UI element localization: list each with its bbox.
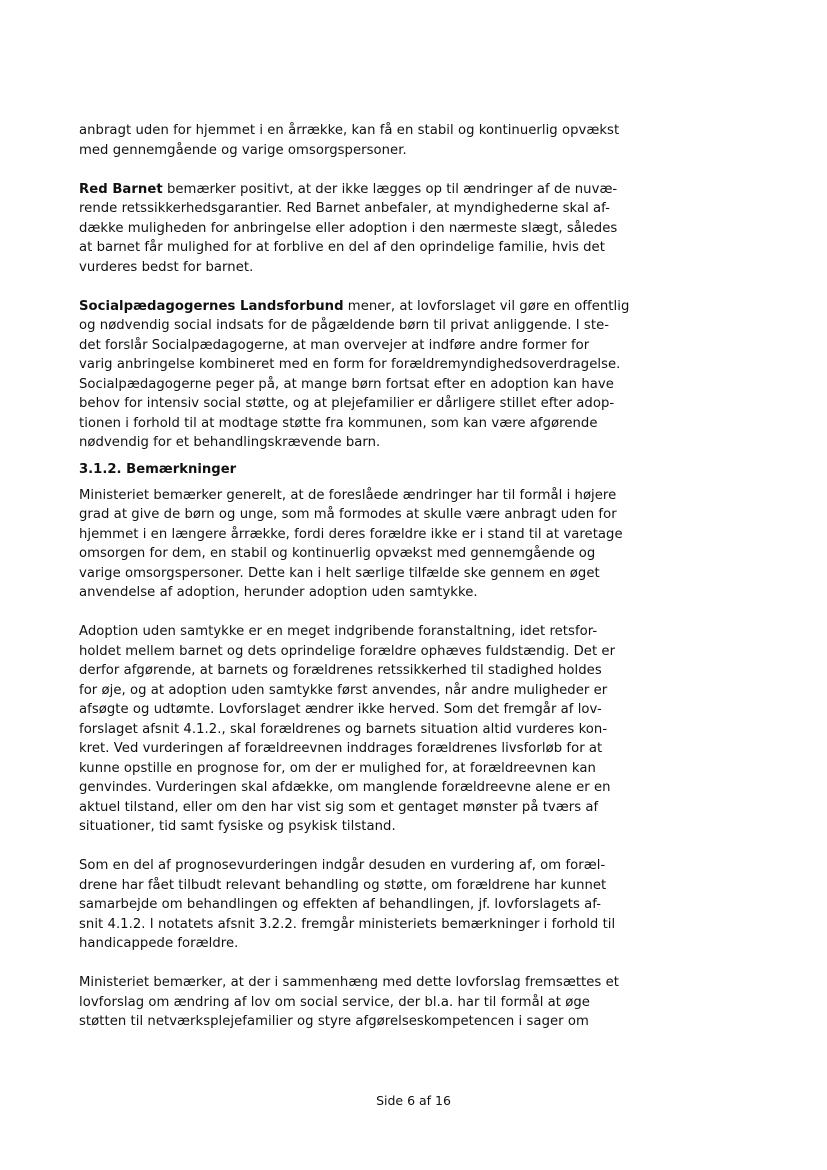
text-line: forslaget afsnit 4.1.2., skal forældrenes og barnets situation altid vurderes kon- [79, 721, 608, 737]
paragraph-red-barnet [79, 180, 618, 278]
text-line: holdet mellem barnet og dets oprindelige forældre ophæves fuldstændig. Det er [79, 643, 616, 659]
text-fragment: mener, at lovforslaget vil gøre en offentlig [343, 298, 630, 314]
text-line: omsorgen for dem, en stabil og kontinuerlig opvækst med gennemgående og [79, 546, 596, 561]
text-line: samarbejde om behandlingen og effekten af behandlingen, jf. lovforslagets af- [79, 897, 602, 912]
text-line: lovforslag om ændring af lov om social service, der bl.a. har til formål at øge [79, 994, 590, 1010]
page-body [79, 121, 630, 1032]
page-number: Side 6 af 16 [376, 1093, 451, 1108]
text-line: snit 4.1.2. I notatets afsnit 3.2.2. fremgår ministeriets bemærkninger i forhold til [79, 916, 616, 932]
text-line: det forslår Socialpædagogerne, at man overvejer at indføre andre former for [79, 337, 590, 353]
paragraph-ministeriet-generelt [79, 486, 623, 603]
paragraph-adoption-uden-samtykke [79, 622, 616, 837]
text-line [79, 297, 630, 317]
text-line [79, 180, 618, 200]
text-line: kunne opstille en prognose for, om der er mulighed for, at forældreevnen kan [79, 760, 596, 776]
text-line: grad at give de børn og unge, som må formodes at skulle være anbragt uden for [79, 507, 617, 522]
text-line: behov for intensiv social støtte, og at plejefamilier er dårligere stillet efter adop- [79, 396, 615, 411]
text-line: støtten til netværksplejefamilier og styre afgørelseskompetencen i sager om [79, 1014, 589, 1029]
text-fragment: bemærker positivt, at der ikke lægges op til ændringer af de nuvæ- [162, 181, 618, 197]
text-line: situationer, tid samt fysiske og psykisk tilstand. [79, 819, 396, 834]
text-line: Socialpædagogerne peger på, at mange børn fortsat efter en adoption kan have [79, 376, 614, 392]
text-line: anvendelse af adoption, herunder adoption uden samtykke. [79, 585, 478, 600]
paragraph-socialpaedagogerne [79, 297, 630, 453]
text-line: Som en del af prognosevurderingen indgår desuden en vurdering af, om foræl- [79, 858, 606, 873]
text-line: hjemmet i en længere årrække, fordi deres forældre ikke er i stand til at varetage [79, 526, 623, 542]
text-line: kret. Ved vurderingen af forældreevnen inddrages forældrenes livsforløb for at [79, 741, 603, 756]
text-line: varig anbringelse kombineret med en form for forældremyndighedsoverdragelse. [79, 357, 621, 372]
text-line: og nødvendig social indsats for de pågældende børn til privat anliggende. I ste- [79, 318, 610, 333]
section-heading: 3.1.2. Bemærkninger [79, 462, 237, 477]
text-line: nødvendig for et behandlingskrævende barn. [79, 435, 381, 450]
text-line: drene har fået tilbudt relevant behandling og støtte, om forældrene har kunnet [79, 877, 607, 893]
text-line: aktuel tilstand, eller om den har vist sig som et gentaget mønster på tværs af [79, 799, 599, 815]
paragraph-prognosevurdering [79, 856, 616, 954]
organization-name: Socialpædagogernes Landsforbund [79, 298, 344, 314]
text-line: med gennemgående og varige omsorgspersoner. [79, 142, 407, 158]
text-line: Adoption uden samtykke er en meget indgribende foranstaltning, idet retsfor- [79, 624, 598, 639]
text-line: varige omsorgspersoner. Dette kan i helt særlige tilfælde ske gennem en øget [79, 565, 600, 581]
text-line: for øje, og at adoption uden samtykke først anvendes, når andre muligheder er [79, 682, 608, 698]
text-line: genvindes. Vurderingen skal afdække, om manglende forældreevne alene er en [79, 780, 611, 795]
paragraph-lovforslag-servicelov [79, 973, 619, 1032]
text-line: dække muligheden for anbringelse eller adoption i den nærmeste slægt, således [79, 220, 618, 236]
text-line: at barnet får mulighed for at forblive en del af den oprindelige familie, hvis det [79, 240, 605, 255]
text-line: tionen i forhold til at modtage støtte fra kommunen, som kan være afgørende [79, 415, 598, 431]
paragraph-intro [79, 121, 620, 160]
text-line: derfor afgørende, at barnets og forældrenes retssikkerhed til stadighed holdes [79, 663, 602, 678]
text-line: rende retssikkerhedsgarantier. Red Barnet anbefaler, at myndighederne skal af- [79, 201, 610, 216]
text-line: Ministeriet bemærker, at der i sammenhæng med dette lovforslag fremsættes et [79, 975, 619, 990]
text-line: handicappede forældre. [79, 936, 239, 951]
organization-name: Red Barnet [79, 181, 163, 197]
text-line: Ministeriet bemærker generelt, at de foreslåede ændringer har til formål i højere [79, 487, 617, 503]
text-line: vurderes bedst for barnet. [79, 259, 254, 275]
text-line: afsøgte og udtømte. Lovforslaget ændrer ikke herved. Som det fremgår af lov- [79, 702, 602, 717]
text-line: anbragt uden for hjemmet i en årrække, kan få en stabil og kontinuerlig opvækst [79, 123, 620, 138]
